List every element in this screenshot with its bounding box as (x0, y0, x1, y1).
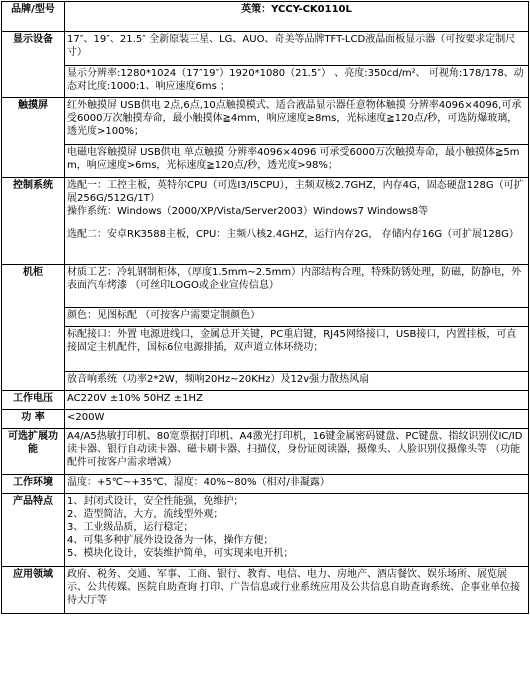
touch-infrared-text: 红外触摸屏 USB供电 2点,6点,10点触摸模式、适合液晶显示器任意物体触摸 分辨率4096×4096,可承受6000万次触摸寿命，最小触摸体≧4mm，响应速度≥8ms，光标速度≧120点/秒，可选防爆玻璃，透光度>100%； (65, 98, 529, 145)
cabinet-label: 机柜 (2, 265, 65, 391)
control-os: 操作系统：Windows（2000/XP/Vista/Server2003）Windows7 Windows8等 (67, 206, 429, 217)
touch-label: 触摸屏 (2, 98, 65, 178)
display-resolution-text: 显示分辨率:1280*1024（17″19″）1920*1080（21.5″） 、亮度:350cd/m²、 可视角:178/178、动态对比度:1000:1、响应速度6ms ； (65, 66, 529, 98)
cabinet-row-2 (2, 308, 529, 327)
feature-item: 2、造型简洁，大方，流线型外观； (67, 509, 224, 520)
product-title: 英策：YCCY-CK0110L (65, 2, 529, 32)
power-row (2, 410, 529, 429)
header-row (2, 2, 529, 32)
touch-capacitive-text: 电磁电容触摸屏 USB供电 单点触摸 分辨率4096×4096 可承受6000万次触摸寿命，最小触摸体≧5mm，响应速度>6ms，光标速度≧120点/秒，透光度>98%； (65, 145, 529, 178)
control-label: 控制系统 (2, 178, 65, 265)
applications-label: 应用领域 (2, 567, 65, 614)
expansion-value: A4/A5热敏打印机、80宽票据打印机、A4激光打印机，16键金属密码键盘、PC键盘、指纹识别仪IC/ID读卡器、银行自动读卡器、磁卡刷卡器、扫描仪，身份证阅读器，摄像头、人脸识别仪摄像头等 （功能配件可按客户需求增减） (65, 429, 529, 475)
cabinet-audio-text: 放音响系统（功率2*2W，频响20Hz~20KHz）及12v强力散热风扇 (65, 372, 529, 391)
cabinet-material-text: 材质工艺：冷轧钢制柜体，（厚度1.5mm~2.5mm）内部结构合理，特殊防锈处理，防磁，防静电，外表面汽车烤漆 （可丝印LOGO或企业宣传信息） (65, 265, 529, 308)
features-cell (65, 494, 529, 567)
brand-model-label: 品牌/型号 (2, 2, 65, 32)
feature-item: 4、可集多种扩展外设设备为一体，操作方便； (67, 535, 274, 546)
expansion-row (2, 429, 529, 475)
control-cell (65, 178, 529, 265)
power-label: 功 率 (2, 410, 65, 429)
environment-label: 工作环境 (2, 475, 65, 494)
control-row (2, 178, 529, 265)
feature-item: 5、模块化设计，安装维护简单，可实现来电开机； (67, 548, 294, 559)
cabinet-row-4 (2, 372, 529, 391)
cabinet-row-1 (2, 265, 529, 308)
display-row-1 (2, 32, 529, 66)
spec-table (1, 1, 529, 614)
power-value: <200W (65, 410, 529, 429)
display-row-2 (2, 66, 529, 98)
cabinet-color-text: 颜色：见图标配 （可按客户需要定制颜色） (65, 308, 529, 327)
feature-item: 3、工业级品质，运行稳定； (67, 522, 194, 533)
voltage-row (2, 391, 529, 410)
voltage-label: 工作电压 (2, 391, 65, 410)
features-row (2, 494, 529, 567)
control-option-2: 选配二：安卓RK3588主板，CPU：主频八核2.4GHZ，运行内存2G， 存储内存16G（可扩展128G） (67, 229, 519, 240)
touch-row-1 (2, 98, 529, 145)
feature-item: 1、封闭式设计，安全性能强，免维护； (67, 496, 244, 507)
display-label: 显示设备 (2, 32, 65, 98)
environment-row (2, 475, 529, 494)
touch-row-2 (2, 145, 529, 178)
cabinet-ports-text: 标配接口：外置 电源进线口，金属总开关键，PC重启键，RJ45网络接口，USB接口，内置挂板，可直接固定主机配件，国标6位电源排插，双声道立体环绕功； (65, 327, 529, 372)
features-label: 产品特点 (2, 494, 65, 567)
applications-value: 政府、税务、交通、军事、工商、银行、教育、电信、电力、房地产、酒店餐饮、娱乐场所、展览展示、公共传媒、医院自助查询 打印、广告信息或行业系统应用及公共信息自助查询系统、企事业单位接待大厅等 (65, 567, 529, 614)
voltage-value: AC220V ±10% 50HZ ±1HZ (65, 391, 529, 410)
environment-value: 温度：+5℃~+35℃、湿度：40%~80%（相对/非凝露） (65, 475, 529, 494)
display-panel-text: 17″、19″、21.5″ 全新原装三星、LG、AUO、奇美等品牌TFT-LCD液晶面板显示器（可按要求定制尺寸） (65, 32, 529, 66)
control-option-1: 选配一：工控主板，英特尔CPU（可选I3/I5CPU），主频双核2.7GHZ，内存4G，固态硬盘128G（可扩展256G/512G/1T） (67, 180, 524, 204)
cabinet-row-3 (2, 327, 529, 372)
expansion-label: 可选扩展功能 (2, 429, 65, 475)
applications-row (2, 567, 529, 614)
